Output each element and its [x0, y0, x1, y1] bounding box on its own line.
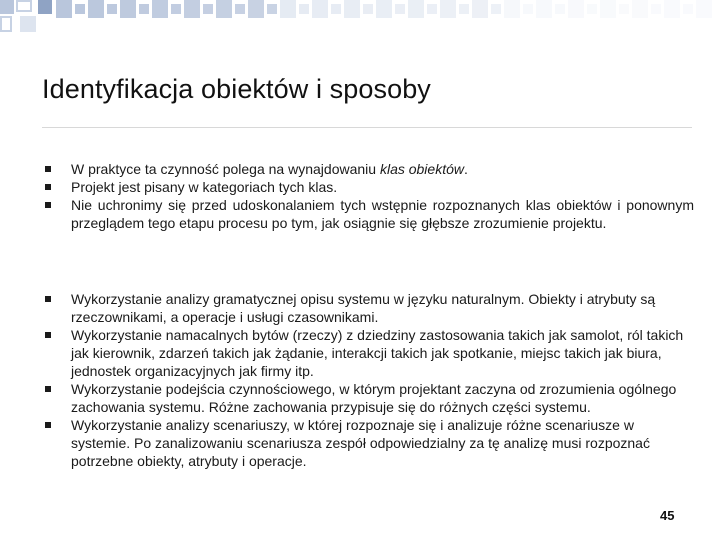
header-decoration — [0, 0, 720, 40]
item-text: Wykorzystanie podejścia czynnościowego, w którym projektant zaczyna od zrozumienia ogólnego zachowania systemu. Różne zachowania przypisuje się do różnych części systemu. — [71, 381, 677, 415]
item-text-end: . — [464, 161, 468, 177]
list-item — [44, 160, 694, 178]
decor-square — [20, 16, 36, 32]
decor-square — [651, 4, 661, 14]
decor-square — [491, 4, 501, 14]
decor-square — [523, 4, 533, 14]
decor-square — [376, 0, 392, 18]
decor-square — [459, 4, 469, 14]
square-bullet-icon — [45, 332, 51, 338]
title-divider — [42, 127, 692, 128]
decor-square — [363, 4, 373, 14]
decor-square — [427, 4, 437, 14]
decor-square — [299, 4, 309, 14]
decor-square — [38, 0, 52, 14]
decor-square — [56, 0, 72, 18]
decor-square — [88, 0, 104, 18]
decor-square — [632, 0, 648, 18]
decor-square — [184, 0, 200, 18]
bullet-group-2 — [44, 290, 694, 470]
item-emphasis: klas obiektów — [379, 161, 464, 177]
decor-square — [0, 0, 14, 14]
decor-square — [619, 4, 629, 14]
list-item — [44, 290, 694, 326]
decor-square — [248, 0, 264, 18]
decor-square — [395, 4, 405, 14]
square-bullet-icon — [45, 296, 51, 302]
item-text: Wykorzystanie analizy gramatycznej opisu systemu w języku naturalnym. Obiekty i atrybuty są rzeczownikami, a operacje i usługi czasownikami. — [71, 291, 656, 325]
decor-square — [600, 0, 616, 18]
list-item — [44, 326, 694, 380]
list-item — [44, 380, 694, 416]
decor-square — [235, 4, 245, 14]
square-bullet-icon — [45, 166, 51, 172]
decor-square — [203, 4, 213, 14]
decor-square — [344, 0, 360, 18]
decor-square — [664, 0, 680, 18]
decor-square — [16, 0, 32, 12]
decor-square — [280, 0, 296, 18]
decor-square — [536, 0, 552, 18]
decor-square — [216, 0, 232, 18]
decor-square — [0, 16, 12, 32]
decor-square — [120, 0, 136, 18]
bullet-group-1 — [44, 160, 694, 232]
decor-square — [408, 0, 424, 18]
square-bullet-icon — [45, 422, 51, 428]
decor-square — [331, 4, 341, 14]
decor-square — [555, 4, 565, 14]
item-text: Wykorzystanie namacalnych bytów (rzeczy) z dziedziny zastosowania takich jak samolot, ról takich jak kierownik, zdarzeń takich jak żądanie, interakcji takich jak spotkanie, miejsc takich jak biura, jednostek organizacyjnych jak firmy itp. — [71, 327, 684, 379]
decor-square — [152, 0, 168, 18]
decor-square — [440, 0, 456, 18]
list-item — [44, 178, 694, 196]
square-bullet-icon — [45, 202, 51, 208]
decor-square — [75, 4, 85, 14]
decor-square — [587, 4, 597, 14]
decor-square — [312, 0, 328, 18]
decor-square — [696, 0, 712, 18]
list-item — [44, 416, 694, 470]
item-text: W praktyce ta czynność polega na wynajdowaniu — [71, 161, 380, 177]
list-item — [44, 196, 694, 232]
page-number: 45 — [660, 508, 675, 523]
item-text: Nie uchronimy się przed udoskonalaniem tych wstępnie rozpoznanych klas obiektów i ponownym przeglądem tego etapu procesu po tym, jak osiągnie się głębsze zrozumienie projektu. — [71, 197, 694, 231]
decor-square — [568, 0, 584, 18]
decor-square — [683, 4, 693, 14]
decor-square — [171, 4, 181, 14]
decor-square — [267, 4, 277, 14]
decor-square — [504, 0, 520, 18]
item-text: Projekt jest pisany w kategoriach tych klas. — [71, 179, 338, 195]
item-text: Wykorzystanie analizy scenariuszy, w której rozpoznaje się i analizuje różne scenariusze w systemie. Po zanalizowaniu scenariusza zespół odpowiedzialny za tę analizę musi rozpoznać potrzebne obiekty, atrybuty i operacje. — [71, 417, 650, 469]
decor-square — [107, 4, 117, 14]
decor-square — [472, 0, 488, 18]
decor-square — [139, 4, 149, 14]
square-bullet-icon — [45, 184, 51, 190]
page-title: Identyfikacja obiektów i sposoby — [42, 74, 431, 104]
square-bullet-icon — [45, 386, 51, 392]
